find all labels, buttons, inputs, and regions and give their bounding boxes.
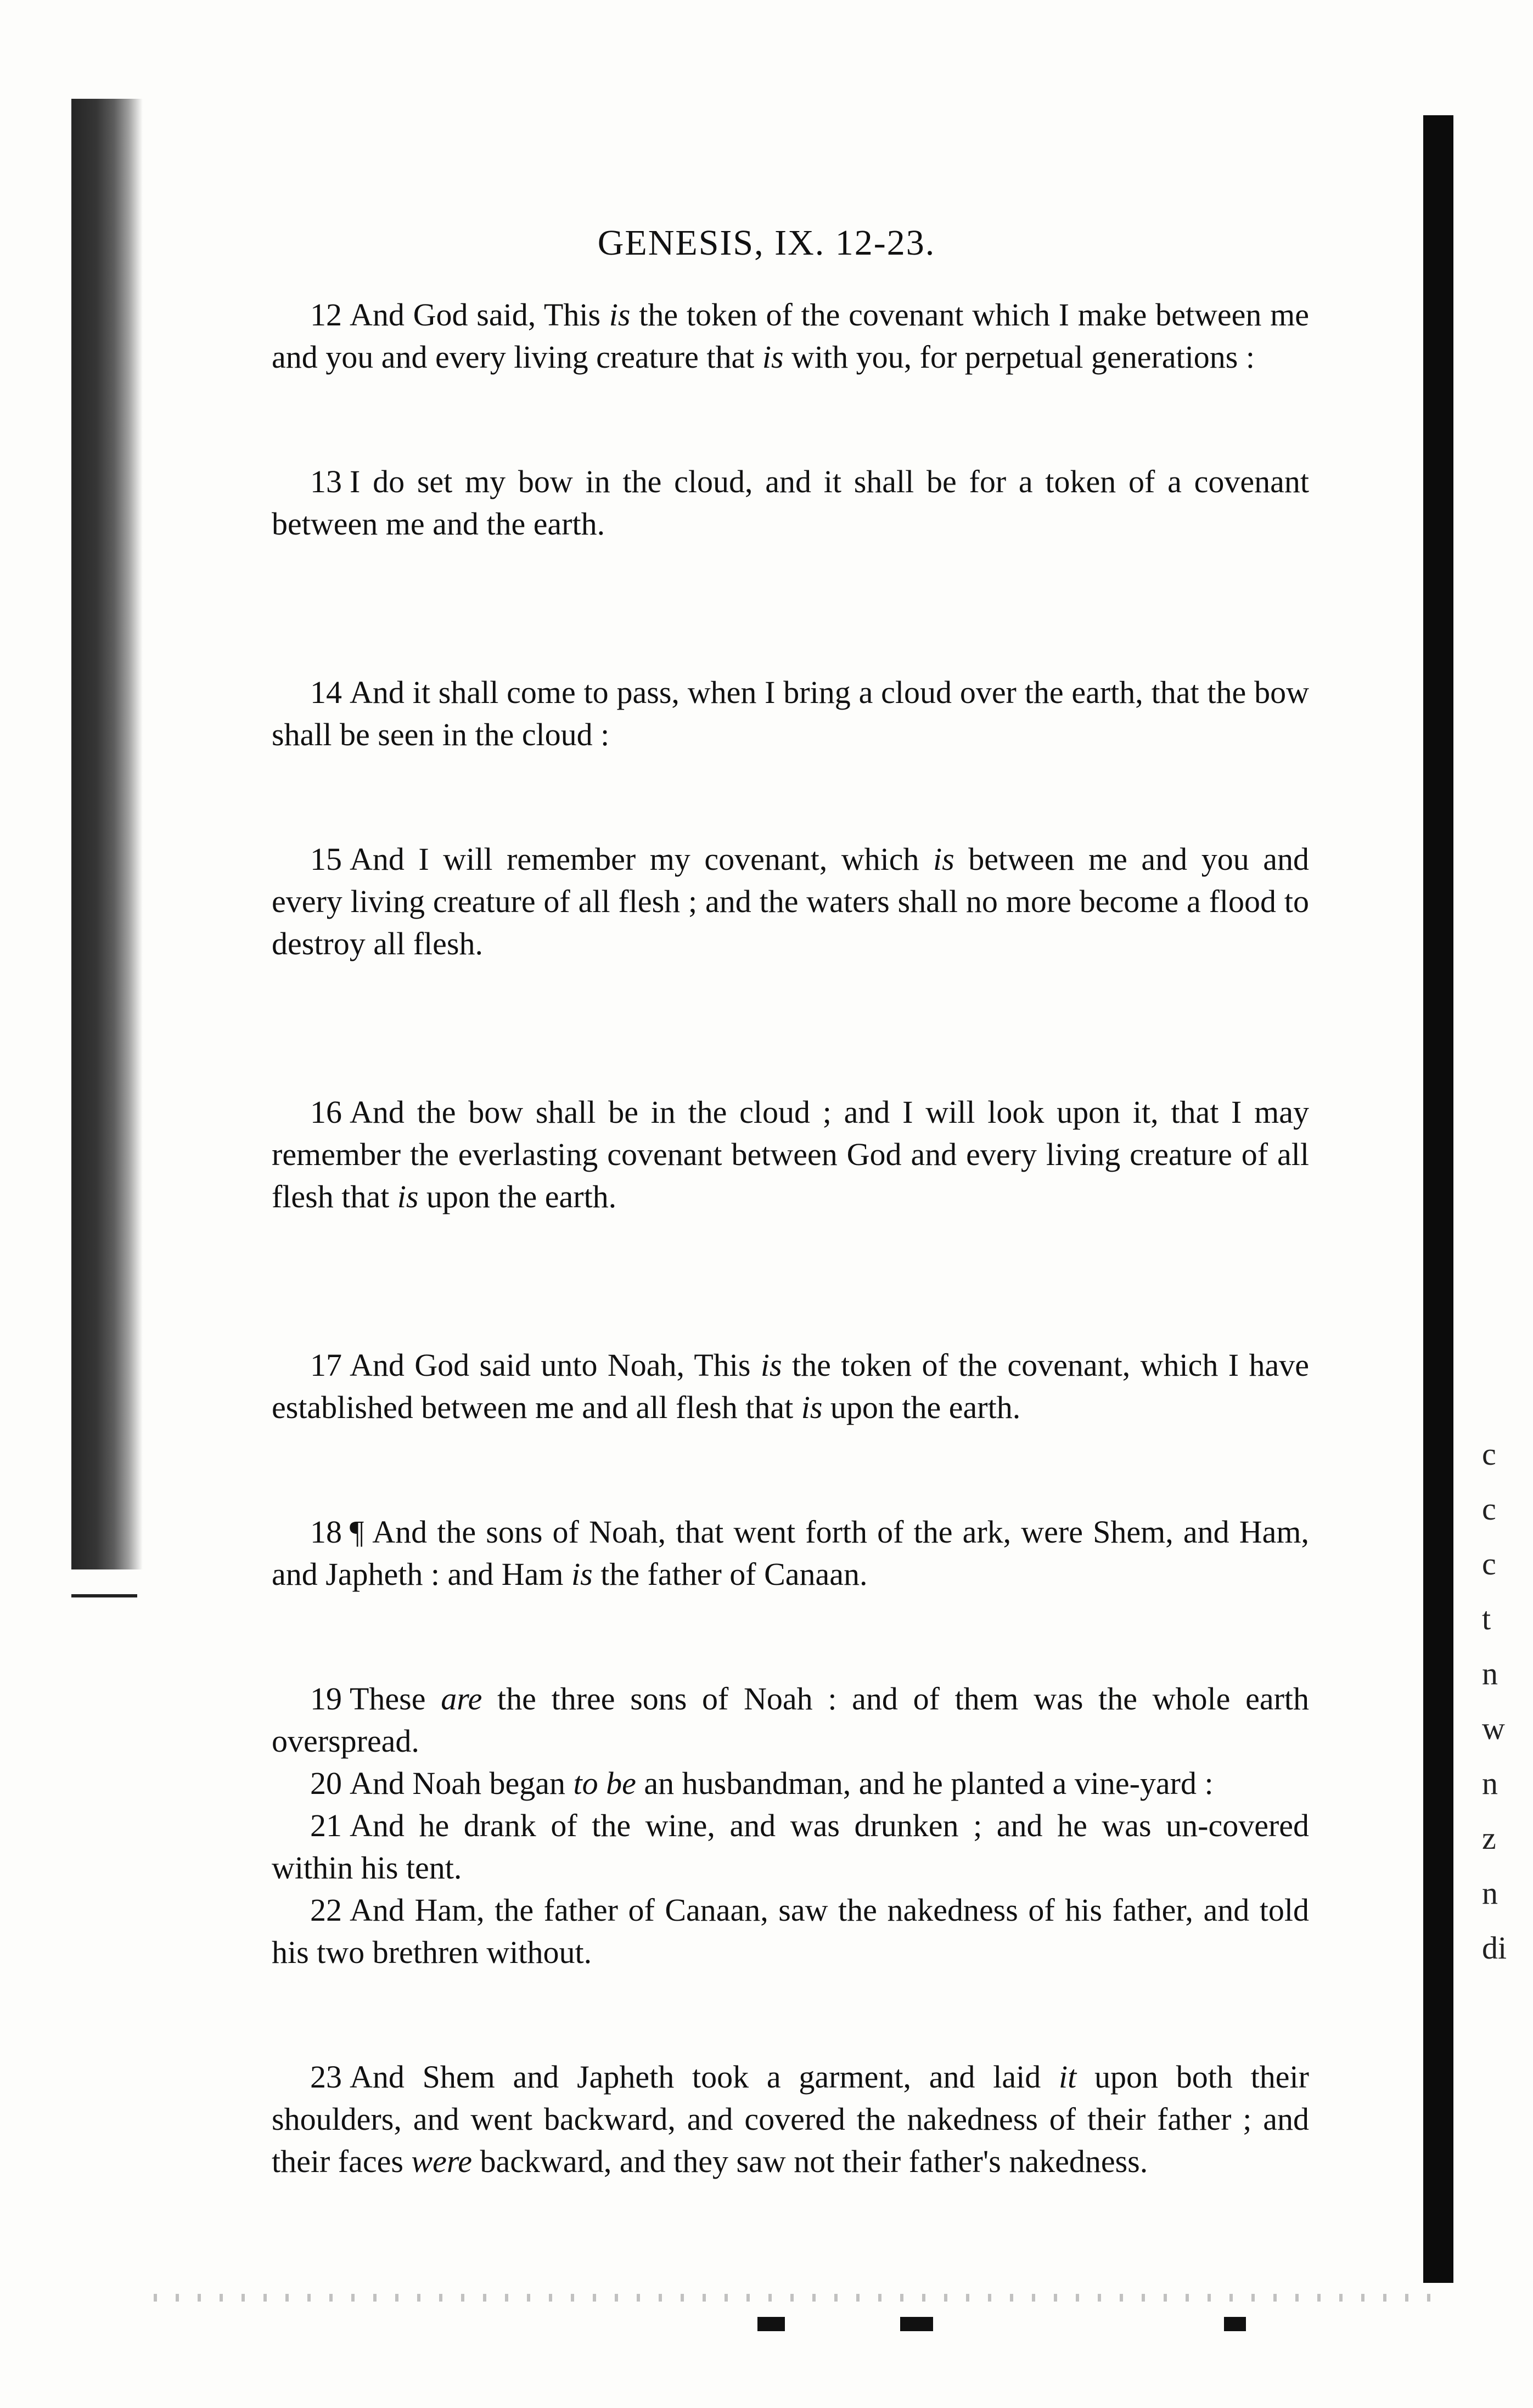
verse-19: 19 These are the three sons of Noah : and of them was the whole earth overspread. [272,1681,1310,1759]
italic-supplied-word: were [411,2143,472,2179]
verse-number: 18 [310,1514,342,1550]
verse-23: 23 And Shem and Japheth took a garment, and laid it upon both their shoulders, and went backward, and covered the nakedness of their father ; and their faces were backward, and they saw not their father's nakedness. [272,2059,1309,2179]
verse-gap [272,1973,1309,2056]
margin-letter: z [1482,1820,1496,1856]
margin-letter: n [1482,1875,1498,1911]
verse-number: 19 [310,1681,342,1717]
italic-supplied-word: are [441,1681,482,1717]
margin-letter: di [1482,1930,1507,1966]
verse-number: 23 [310,2059,342,2095]
bottom-scan-noise [154,2294,1449,2302]
verse-gap [272,1428,1309,1511]
verse-gap [272,1595,1309,1678]
verse-gap [272,965,1309,1091]
gutter-rule [71,1594,137,1597]
running-header: GENESIS, IX. 12-23. [597,223,936,263]
verse-21: 21 And he drank of the wine, and was drunken ; and he was un-covered within his tent. [272,1808,1309,1886]
margin-letter: n [1482,1656,1498,1691]
verse-22: 22 And Ham, the father of Canaan, saw the nakedness of his father, and told his two brethren without. [272,1892,1309,1970]
verse-number: 15 [310,841,342,877]
verse-13: 13 I do set my bow in the cloud, and it shall be for a token of a covenant between me and the earth. [272,464,1309,542]
verse-15: 15 And I will remember my covenant, which is between me and you and every living creature of all flesh ; and the waters shall no more become a flood to destroy all flesh. [272,841,1310,961]
scan-mark [900,2317,933,2331]
scan-mark [757,2317,785,2331]
verse-12: 12 And God said, This is the token of the covenant which I make between me and you and every living creature that is with you, for perpetual generations : [272,297,1309,375]
margin-letter: n [1482,1765,1498,1801]
verse-gap [272,545,1309,671]
facing-page-fragments [1482,1427,1531,1976]
verse-gap [272,1218,1309,1344]
italic-supplied-word: is [609,297,631,333]
verse-14: 14 And it shall come to pass, when I bring a cloud over the earth, that the bow shall be seen in the cloud : [272,674,1309,752]
italic-supplied-word: is [762,339,784,375]
verse-number: 21 [310,1808,342,1843]
verse-number: 17 [310,1347,342,1383]
margin-letter: c [1482,1436,1496,1472]
verse-number: 22 [310,1892,342,1928]
italic-supplied-word: is [571,1556,593,1592]
verse-gap [272,378,1309,460]
scan-mark [1224,2317,1246,2331]
verse-number: 20 [310,1765,342,1801]
verse-list [272,294,1309,2182]
italic-supplied-word: to be [573,1765,636,1801]
verse-20: 20 And Noah began to be an husbandman, and he planted a vine-yard : [310,1765,1214,1801]
verse-17: 17 And God said unto Noah, This is the token of the covenant, which I have established between me and all flesh that is upon the earth. [272,1347,1309,1425]
verse-number: 12 [310,297,342,333]
verse-gap [272,756,1309,838]
verse-number: 16 [310,1094,342,1130]
italic-supplied-word: it [1059,2059,1077,2095]
italic-supplied-word: is [760,1347,782,1383]
binding-shadow [71,99,143,1569]
italic-supplied-word: is [397,1179,419,1214]
verse-18: 18 ¶ And the sons of Noah, that went forth of the ark, were Shem, and Ham, and Japheth : and Ham is the father of Canaan. [272,1514,1309,1592]
margin-letter: w [1482,1711,1505,1746]
verse-16: 16 And the bow shall be in the cloud ; and I will look upon it, that I may remember the everlasting covenant between God and every living creature of all flesh that is upon the earth. [272,1094,1309,1214]
italic-supplied-word: is [801,1389,823,1425]
margin-letter: c [1482,1491,1496,1527]
margin-letter: t [1482,1601,1491,1636]
verse-number: 13 [310,464,342,499]
verse-number: 14 [310,674,342,710]
italic-supplied-word: is [933,841,954,877]
right-edge-bar [1423,115,1453,2283]
margin-letter: c [1482,1546,1496,1582]
